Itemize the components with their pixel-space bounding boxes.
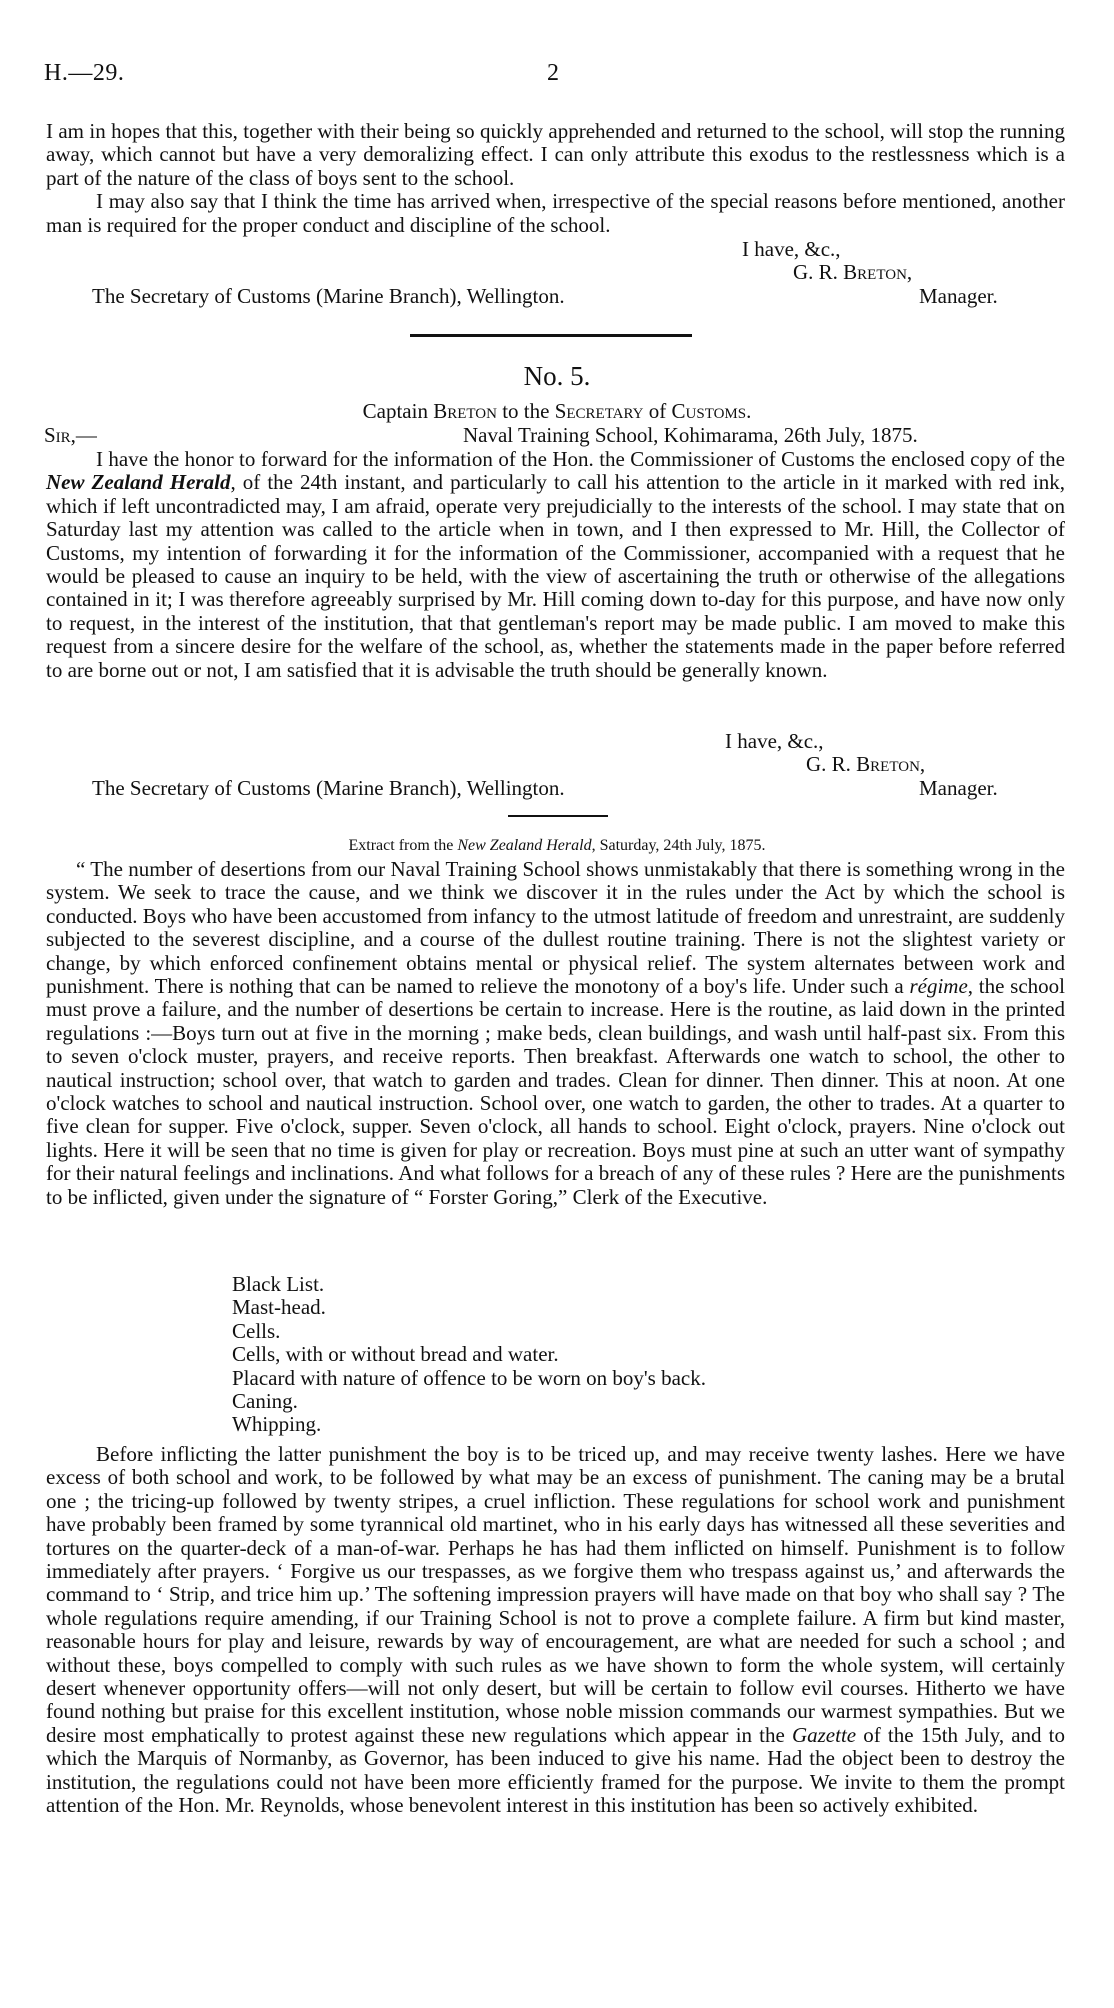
extract-paragraph-1: [46, 858, 1065, 1209]
italic-word: Gazette: [791, 1722, 857, 1747]
list-item: Black List.: [232, 1272, 325, 1296]
text-run: I have the honor to forward for the information of the Hon. the Commissioner of Customs the enclosed copy of the: [96, 447, 1065, 471]
intro-signature: G. R. Breton,: [793, 260, 913, 284]
newspaper-name: New Zealand Herald: [46, 470, 231, 495]
text-run: , of the 24th instant, and particularly to call his attention to the article in it marked with red ink, which if left uncontradicted may, I am afraid, operate very prejudicially to the interests of the school. I may state that on Saturday last my attention was called to the article when in town, and I then expressed to Mr. Hill, the Collector of Customs, my intention of forwarding it for the information of the Commissioner, accompanied with a request that he would be pleased to cause an inquiry to be held, with the view of ascertaining the truth or otherwise of the allegations contained in it; I was therefore agreeably surprised by Mr. Hill coming down to-day for this purpose, and have now only to request, in the interest of the institution, that that gentleman's report may be made public. I am moved to make this request from a sincere desire for the welfare of the school, as, whether the statements made in the paper before referred to are borne out or not, I am satisfied that it is advisable the truth should be generally known.: [46, 470, 1065, 682]
letter-number: No. 5.: [523, 361, 591, 391]
punishment-list: [232, 1273, 706, 1437]
newspaper-name: New Zealand Herald: [457, 837, 592, 854]
list-item: Caning.: [232, 1388, 298, 1413]
list-item: Placard with nature of offence to be worn on boy's back.: [232, 1365, 706, 1390]
text-run: Before inflicting the latter punishment the boy is to be triced up, and may receive twenty lashes. Here we have excess of both school and work, to be followed by what may be an excess of punishment. The caning may be a brutal one ; the tricing-up followed by twenty stripes, a cruel infliction. These regulations for school work and punishment have probably been framed by some tyrannical old martinet, who in his early days has witnessed all these severities and tortures on the quarter-deck of a man-of-war. Perhaps he has had them inflicted on himself. Punishment is to follow immediately after prayers. ‘ Forgive us our trespasses, as we forgive them who trespass against us,’ and afterwards the command to ‘ Strip, and trice him up.’ The softening impression prayers will have made on that boy who shall say ? The whole regulations require amending, if our Training School is not to prove a complete failure. A firm but kind master, reasonable hours for play and leisure, rewards by way of encouragement, are what are needed for such a school ; and without these, boys compelled to comply with such rules as we have shown to form the whole system, will certainly desert whenever opportunity offers—will not only desert, but will be certain to follow evil courses. Hitherto we have found nothing but praise for this excellent institution, whose noble mission commands our warmest sympathies. But we desire most emphatically to protest against these new regulations which appear in the: [46, 1442, 1065, 1747]
text-run: of the 15th July, and to which the Marquis of Normanby, as Governor, has been induced to give his name. Had the object been to destroy the institution, the regulations could not have been more efficiently framed for the purpose. We invite to them the prompt attention of the Hon. Mr. Reynolds, whose benevolent interest in this institution has been so actively exhibited.: [46, 1722, 1066, 1818]
intro-text: [46, 120, 1065, 237]
subtitle-part: of: [648, 399, 667, 423]
letter-addressee: The Secretary of Customs (Marine Branch), Wellington.: [92, 776, 565, 800]
heading-part: , Saturday, 24th July, 1875.: [591, 837, 766, 854]
report-reference: H.—29.: [44, 60, 125, 86]
letter-closing: I have, &c.,: [725, 729, 824, 753]
extract-heading: [0, 834, 1114, 857]
extract-text: [46, 1443, 1065, 1818]
short-divider: [508, 815, 608, 817]
subtitle-part: Customs.: [671, 399, 752, 423]
page-number: 2: [547, 60, 559, 86]
letter-body: [46, 448, 1065, 682]
letter-paragraph: [46, 448, 1065, 682]
letter-subtitle: [0, 400, 1114, 423]
heading-part: Extract from the: [348, 837, 458, 854]
text-run: , the school must prove a failure, and the number of desertions be certain to increase. Here is the routine, as laid down in the printed regulations :—Boys turn out at five in the morning ; make beds, clean buildings, and wash until half-past six. From this to seven o'clock muster, prayers, and receive reports. Then breakfast. Afterwards one watch to school, the other to nautical instruction; school over, that watch to garden and trades. Clean for dinner. Then dinner. This at noon. At one o'clock watches to school and nautical instruction. School over, one watch to garden, the other to trades. At a quarter to five clean for supper. Five o'clock, supper. Seven o'clock, all hands to school. Eight o'clock, prayers. Nine o'clock out lights. Here it will be seen that no time is given for play or recreation. Boys must pine at such an utter want of sympathy for their natural feelings and inclinations. And what follows for a breach of any of these rules ? Here are the punishments to be inflicted, given under the signature of “ Forster Goring,” Clerk of the Executive.: [46, 974, 1065, 1209]
intro-paragraph-2: I may also say that I think the time has arrived when, irrespective of the special reasons before mentioned, another man is required for the proper conduct and discipline of the school.: [46, 189, 1065, 237]
intro-closing: I have, &c.,: [742, 237, 841, 261]
letter-role: Manager.: [919, 776, 998, 800]
letter-signature: G. R. Breton,: [806, 752, 926, 776]
salutation: Sir,—: [44, 423, 97, 447]
list-item: Whipping.: [232, 1412, 322, 1437]
subtitle-part: Breton: [433, 399, 497, 423]
intro-role: Manager.: [919, 284, 998, 308]
list-item: Cells.: [232, 1318, 281, 1343]
list-item: Cells, with or without bread and water.: [232, 1342, 559, 1367]
text-run: “ The number of desertions from our Naval Training School shows unmistakably that there is something wrong in the system. We seek to trace the cause, and we think we discover it in the rules under the Act by which the school is conducted. Boys who have been accustomed from infancy to the utmost latitude of freedom and unrestraint, are suddenly subjected to the severest discipline, and a course of the dullest routine training. There is not the slightest variety or change, by which enforced confinement obtains mental or physical relief. The system alternates between work and punishment. There is nothing that can be named to relieve the monotony of a boy's life. Under such a: [46, 857, 1065, 999]
subtitle-part: Captain: [362, 399, 428, 423]
list-item: Mast-head.: [232, 1295, 326, 1320]
intro-addressee: The Secretary of Customs (Marine Branch), Wellington.: [92, 284, 565, 308]
extract-text: [46, 858, 1065, 1209]
dateline: Naval Training School, Kohimarama, 26th July, 1875.: [463, 423, 918, 447]
extract-paragraph-2: [46, 1443, 1065, 1818]
intro-paragraph-1: I am in hopes that this, together with their being so quickly apprehended and returned to the school, will stop the running away, which cannot but have a very demoralizing effect. I can only attribute this exodus to the restlessness which is a part of the nature of the class of boys sent to the school.: [46, 119, 1065, 190]
italic-word: régime: [909, 974, 968, 999]
subtitle-part: to the: [502, 399, 550, 423]
section-divider: [410, 334, 692, 337]
subtitle-part: Secretary: [554, 399, 644, 423]
